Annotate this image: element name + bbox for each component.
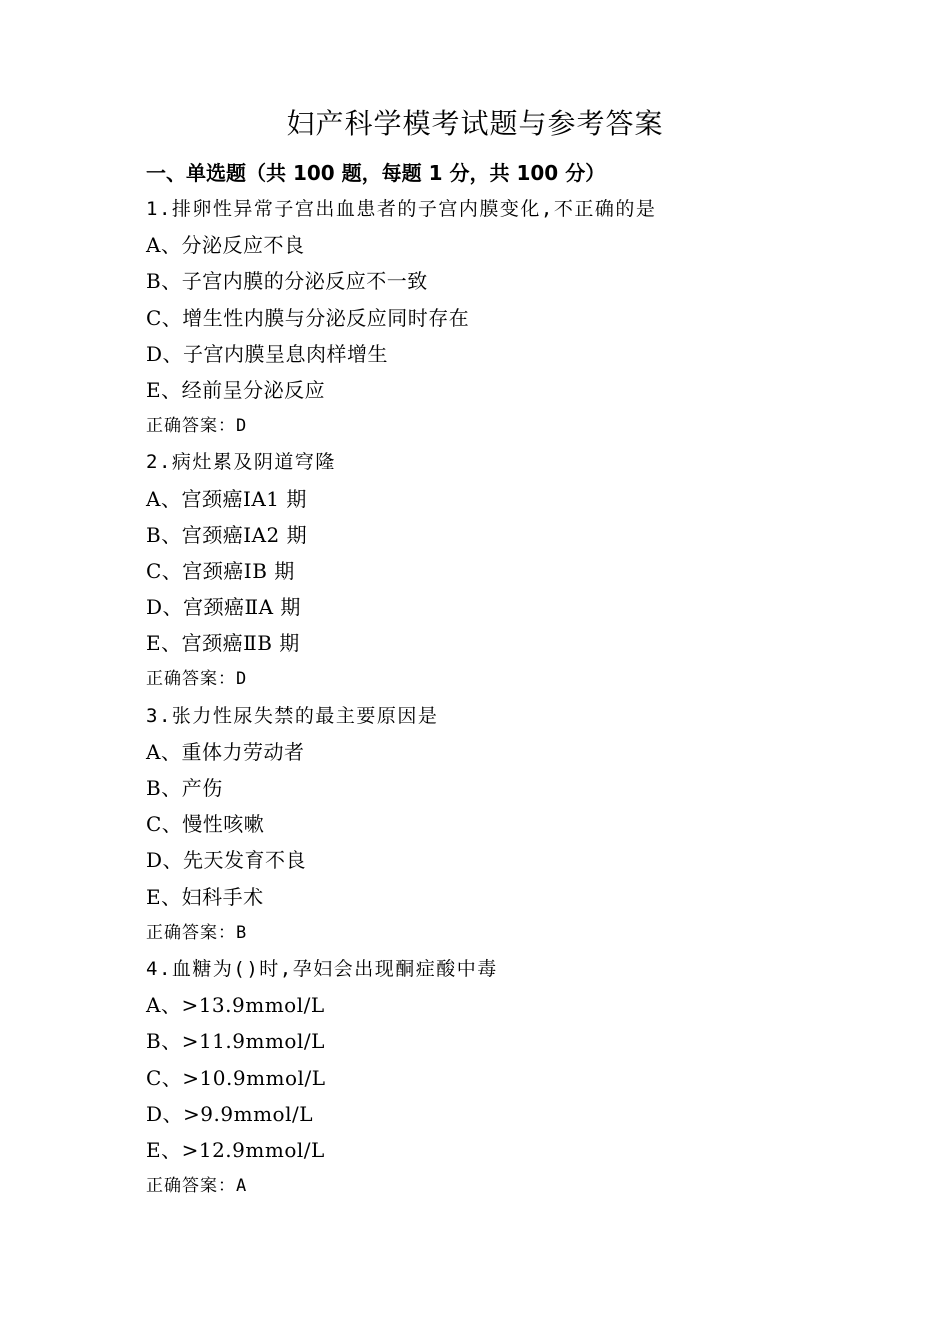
question-list: [146, 195, 866, 1208]
option-b: B、宫颈癌ⅠA2 期: [146, 522, 308, 547]
section-heading: 一、单选题（共 100 题，每题 1 分，共 100 分）: [146, 161, 606, 185]
option-b: B、子宫内膜的分泌反应不一致: [146, 269, 428, 294]
option-d: D、先天发育不良: [146, 848, 307, 873]
option-e: E、宫颈癌ⅡB 期: [146, 631, 300, 656]
question-text: 4.血糖为()时,孕妇会出现酮症酸中毒: [146, 957, 498, 980]
option-a: A、>13.9mmol/L: [146, 993, 325, 1018]
option-e: E、妇科手术: [146, 884, 264, 909]
option-a: A、重体力劳动者: [146, 739, 305, 764]
correct-answer: 正确答案：A: [146, 1176, 248, 1197]
question-1: [146, 195, 866, 448]
option-c: C、>10.9mmol/L: [146, 1065, 326, 1090]
document-title: 妇产科学模考试题与参考答案: [286, 107, 664, 140]
option-a: A、分泌反应不良: [146, 233, 305, 258]
question-text: 3.张力性尿失禁的最主要原因是: [146, 704, 439, 727]
correct-answer: 正确答案：D: [146, 416, 248, 437]
option-b: B、产伤: [146, 776, 223, 800]
option-d: D、子宫内膜呈息肉样增生: [146, 341, 389, 366]
question-text: 2.病灶累及阴道穹隆: [146, 451, 336, 474]
option-b: B、>11.9mmol/L: [146, 1029, 325, 1054]
question-4: [146, 955, 866, 1208]
option-c: C、宫颈癌ⅠB 期: [146, 558, 295, 583]
question-2: [146, 448, 866, 701]
question-text: 1.排卵性异常子宫出血患者的子宫内膜变化,不正确的是: [146, 198, 657, 220]
option-c: C、慢性咳嗽: [146, 812, 265, 837]
option-c: C、增生性内膜与分泌反应同时存在: [146, 305, 470, 330]
option-d: D、宫颈癌ⅡA 期: [146, 595, 301, 620]
question-3: [146, 702, 866, 955]
correct-answer: 正确答案：B: [146, 922, 248, 943]
option-d: D、>9.9mmol/L: [146, 1101, 313, 1126]
option-a: A、宫颈癌ⅠA1 期: [146, 486, 307, 511]
option-e: E、经前呈分泌反应: [146, 377, 326, 402]
option-e: E、>12.9mmol/L: [146, 1137, 325, 1162]
correct-answer: 正确答案：D: [146, 669, 248, 690]
